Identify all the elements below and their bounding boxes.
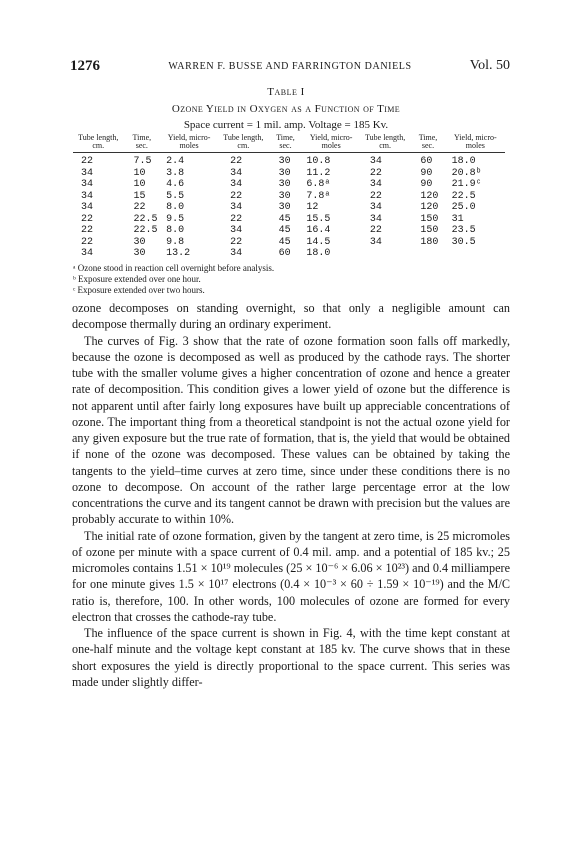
table-cell: 120 bbox=[420, 190, 439, 202]
table-cell: 20.8ᵇ bbox=[451, 167, 482, 179]
table-cell: 11.2 bbox=[306, 167, 331, 179]
table-cell: 22 bbox=[133, 202, 146, 213]
table-cell: 34 bbox=[81, 167, 94, 179]
table-cell: 22 bbox=[81, 236, 94, 248]
table-cell: 22.5 bbox=[133, 213, 158, 225]
table-cell: 30.5 bbox=[451, 236, 476, 248]
table-cell: 8.0 bbox=[166, 202, 185, 213]
table-cell: 9.5 bbox=[166, 213, 185, 225]
table-header-row bbox=[73, 134, 505, 153]
paragraph: The influence of the space current is shown in Fig. 4, with the time kept constant at one-half minute and the voltage kept constant at 185 kv. The curve shows that in these short exposures the yield is directly proportional to the space current. This series was made under slightly differ- bbox=[72, 626, 510, 689]
table-cell: 6.8ᵃ bbox=[306, 179, 331, 190]
table-cell: 23.5 bbox=[451, 225, 476, 236]
column-header: Time, sec. bbox=[124, 134, 161, 153]
table-cell: 16.4 bbox=[306, 225, 331, 236]
table-row bbox=[73, 153, 505, 168]
table-cell: 3.8 bbox=[166, 167, 185, 179]
table-cell: 25.0 bbox=[451, 202, 476, 213]
table-cell: 150 bbox=[420, 213, 439, 225]
table-cell: 34 bbox=[369, 213, 382, 225]
table-cell: 14.5 bbox=[306, 236, 331, 248]
table-cell: 34 bbox=[230, 225, 243, 236]
table-cell: 30 bbox=[133, 248, 146, 259]
table-cell: 7.8ᵃ bbox=[306, 190, 331, 202]
table-row bbox=[73, 225, 505, 237]
table-cell: 60 bbox=[420, 156, 433, 167]
table-cell: 31 bbox=[451, 213, 464, 225]
table-cell: 22 bbox=[81, 156, 94, 167]
table-cell: 30 bbox=[133, 236, 146, 248]
table-cell: 90 bbox=[420, 179, 433, 190]
table-cell: 34 bbox=[369, 179, 382, 190]
table-cell: 22 bbox=[230, 213, 243, 225]
paragraph: ozone decomposes on standing overnight, so that only a negligible amount can decompose thermally during an ordinary experiment. bbox=[72, 301, 510, 332]
table-cell: 45 bbox=[278, 225, 291, 236]
table-cell bbox=[360, 248, 411, 260]
table-cell: 60 bbox=[278, 248, 291, 259]
table-cell: 34 bbox=[230, 179, 243, 190]
table-cell: 22 bbox=[81, 213, 94, 225]
table-cell: 15.5 bbox=[306, 213, 331, 225]
table-row bbox=[73, 214, 505, 226]
table-cell: 34 bbox=[230, 248, 243, 259]
table-cell: 34 bbox=[81, 248, 94, 259]
paragraph: The curves of Fig. 3 show that the rate of ozone formation soon falls off markedly, because the ozone is decomposed as well as produced by the cathode rays. The shorter tube with the smaller volume gives a higher concentration of ozone and hence a greater rate of decomposition. This condition gives a lower yield of ozone but the difference is not apparent until after fairly long exposures have built up appreciable concentrations of ozone. The important thing from a theoretical standpoint is not the actual ozone yield for any given exposure but the true rate of formation, that is, the yield that would be obtained if none of the ozone was decomposed. These values can be obtained by taking the tangents to the yield–time curves at zero time, since under these conditions there is no ozone to decompose. On account of the rather large percentage error at the low concentrations the curve and its tangent cannot be drawn with precision but the values are probably accurate to within 10%. bbox=[72, 333, 510, 527]
table-cell: 34 bbox=[81, 190, 94, 202]
table-cell: 22.5 bbox=[133, 225, 158, 236]
table-cell: 7.5 bbox=[133, 156, 152, 167]
column-header: Time, sec. bbox=[410, 134, 445, 153]
table-cell: 13.2 bbox=[166, 248, 191, 259]
table-cell: 12 bbox=[306, 202, 319, 213]
table-cell: 10 bbox=[133, 179, 146, 190]
column-header: Yield, micro-moles bbox=[302, 134, 359, 153]
table-cell: 10 bbox=[133, 167, 146, 179]
table-cell: 15 bbox=[133, 190, 146, 202]
table-cell: 30 bbox=[278, 202, 291, 213]
table-row bbox=[73, 237, 505, 249]
column-header: Tube length, cm. bbox=[73, 134, 124, 153]
column-header: Yield, micro-moles bbox=[446, 134, 505, 153]
column-header: Tube length, cm. bbox=[218, 134, 269, 153]
running-title: WARREN F. BUSSE AND FARRINGTON DANIELS bbox=[168, 61, 412, 72]
table-cell: 34 bbox=[81, 202, 94, 213]
table-row bbox=[73, 168, 505, 180]
table-cell: 2.4 bbox=[166, 156, 185, 167]
table-cell: 4.6 bbox=[166, 179, 185, 190]
table-cell: 8.0 bbox=[166, 225, 185, 236]
table-cell: 34 bbox=[81, 179, 94, 190]
page-number: 1276 bbox=[70, 58, 100, 74]
body-text bbox=[72, 300, 510, 690]
footnote-c: ᶜ Exposure extended over two hours. bbox=[73, 285, 205, 295]
table-cell: 34 bbox=[369, 156, 382, 167]
table-cell: 5.5 bbox=[166, 190, 185, 202]
table-cell: 30 bbox=[278, 190, 291, 202]
table-cell: 34 bbox=[369, 236, 382, 248]
table-cell: 10.8 bbox=[306, 156, 331, 167]
table-cell: 22 bbox=[369, 190, 382, 202]
table-cell: 22 bbox=[230, 156, 243, 167]
table-title: Ozone Yield in Oxygen as a Function of Time bbox=[171, 103, 401, 115]
table-cell: 120 bbox=[420, 202, 439, 213]
footnote-b: ᵇ Exposure extended over one hour. bbox=[73, 274, 201, 284]
table-cell: 34 bbox=[369, 202, 382, 213]
table-cell: 30 bbox=[278, 156, 291, 167]
table-cell: 34 bbox=[230, 202, 243, 213]
table-row bbox=[73, 248, 505, 260]
column-header: Tube length, cm. bbox=[360, 134, 411, 153]
paragraph: The initial rate of ozone formation, given by the tangent at zero time, is 25 micromoles of ozone per minute with a space current of 0.4 mil. amp. and a potential of 185 kv.; 25 micromoles contains 1.51 × 10¹⁹ molecules (25 × 10⁻⁶ × 6.06 × 10²³) and 0.4 milliampere for one minute gives 1.5 × 10¹⁷ electrons (0.4 × 10⁻³ × 60 ÷ 1.59 × 10⁻¹⁹) and the M/C ratio is, therefore, 100. In other words, 100 molecules of ozone are formed for every electron that crosses the cathode-ray tube. bbox=[72, 528, 510, 624]
ozone-yield-table bbox=[73, 134, 505, 260]
table-cell: 9.8 bbox=[166, 236, 185, 248]
table-cell: 18.0 bbox=[306, 248, 331, 259]
table-cell: 45 bbox=[278, 213, 291, 225]
table-cell: 30 bbox=[278, 179, 291, 190]
table-cell: 45 bbox=[278, 236, 291, 248]
table-cell: 22 bbox=[369, 167, 382, 179]
footnote-a: ᵃ Ozone stood in reaction cell overnight before analysis. bbox=[73, 263, 275, 273]
table-cell bbox=[410, 248, 445, 260]
table-cell: 22 bbox=[230, 236, 243, 248]
table-cell: 30 bbox=[278, 167, 291, 179]
table-cell: 90 bbox=[420, 167, 433, 179]
table-cell: 22.5 bbox=[451, 190, 476, 202]
table-cell: 22 bbox=[230, 190, 243, 202]
table-cell: 150 bbox=[420, 225, 439, 236]
table-subtitle: Space current = 1 mil. amp. Voltage = 185 Kv. bbox=[183, 119, 389, 131]
table-row bbox=[73, 191, 505, 203]
table-row bbox=[73, 179, 505, 191]
table-cell: 180 bbox=[420, 236, 439, 248]
table-cell: 18.0 bbox=[451, 156, 476, 167]
volume-label: Vol. 50 bbox=[469, 58, 510, 73]
table-footnotes bbox=[73, 263, 513, 296]
running-header bbox=[70, 58, 510, 78]
table-cell bbox=[446, 248, 505, 260]
table-cell: 22 bbox=[81, 225, 94, 236]
column-header: Time, sec. bbox=[269, 134, 303, 153]
table-caption: Table I bbox=[267, 86, 305, 98]
column-header: Yield, micro-moles bbox=[160, 134, 218, 153]
table-cell: 34 bbox=[230, 167, 243, 179]
table-cell: 22 bbox=[369, 225, 382, 236]
table-row bbox=[73, 202, 505, 214]
table-cell: 21.9ᶜ bbox=[451, 179, 482, 190]
